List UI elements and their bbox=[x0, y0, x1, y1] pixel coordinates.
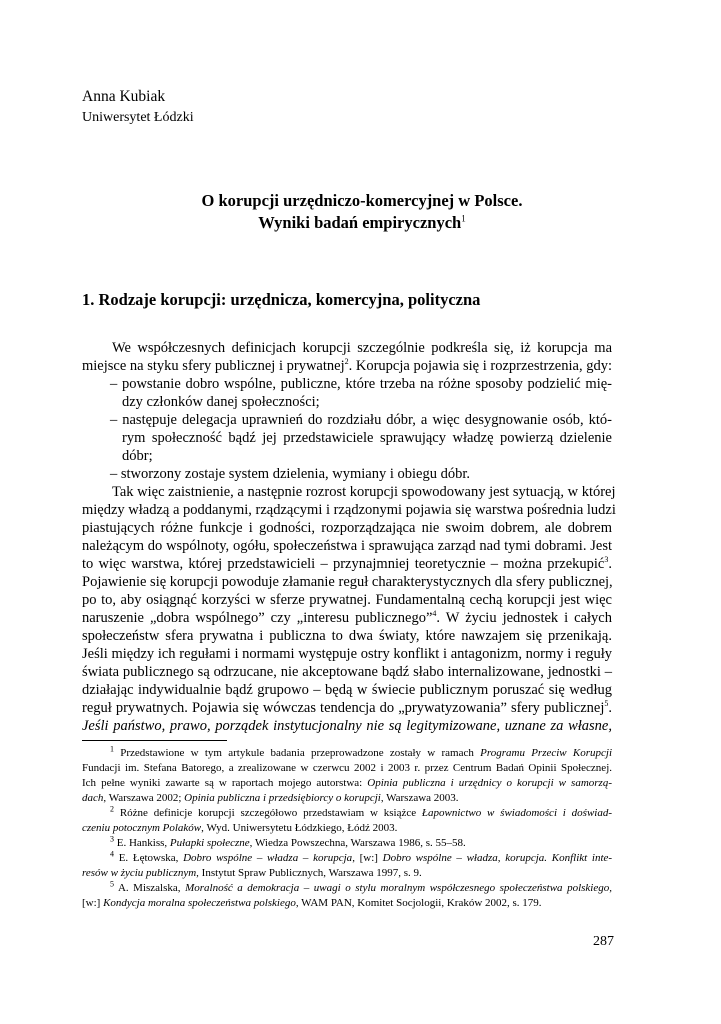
footnote-2-line bbox=[110, 804, 613, 819]
text: , WAM PAN, Komitet Socjologii, Kraków 2002, s. 179. bbox=[295, 897, 542, 909]
footnote-number: 4 bbox=[110, 849, 114, 859]
text: dach bbox=[82, 792, 104, 804]
footnote-1-line: Fundacji im. Stefana Batorego, a zrealizowane w czerwcu 2002 i 2003 r. przez Centrum Badań Opinii Społecznej. bbox=[82, 762, 612, 774]
text: resów w życiu publicznym, bbox=[82, 867, 199, 879]
footnote-ref[interactable]: 2 bbox=[344, 357, 349, 367]
body-line: społeczeństw sfera prywatna i publiczna to dwa światy, które nawzajem się przenikają. bbox=[82, 628, 612, 644]
text: , Wyd. Uniwersytetu Łódzkiego, Łódź 2003. bbox=[201, 822, 398, 834]
footnote-number: 2 bbox=[110, 804, 114, 814]
text: Opinia publiczna i przedsiębiorcy o korupcji bbox=[184, 792, 381, 804]
text: E. Hankiss, bbox=[116, 837, 170, 849]
bullet-line: – powstanie dobro wspólne, publiczne, które trzeba na różne sposoby podzielić mię- bbox=[110, 376, 612, 392]
footnote-number: 1 bbox=[110, 744, 114, 754]
footnote-ref[interactable]: 4 bbox=[432, 609, 437, 619]
article-title-line-2 bbox=[82, 213, 642, 233]
page-number: 287 bbox=[593, 934, 614, 949]
body-line: po to, aby osiągnąć korzyści w sferze prywatnej. Fundamentalną cechą korupcji jest więc bbox=[82, 592, 612, 608]
footnote-1-line bbox=[110, 744, 612, 759]
text: reguł prywatnych. Pojawia się wówczas tendencja do „prywatyzowania” sfery publicznej bbox=[82, 700, 605, 716]
bullet-line: – następuje delegacja uprawnień do rozdziału dóbr, a więc desygnowanie osób, któ- bbox=[110, 412, 612, 428]
footnote-number: 3 bbox=[110, 834, 114, 844]
footnote-4-line bbox=[82, 868, 422, 879]
footnote-3-line bbox=[110, 834, 466, 849]
footnote-1-line bbox=[82, 778, 612, 789]
text: Dobro wspólne – władza – korupcja bbox=[183, 852, 353, 864]
text: Instytut Spraw Publicznych, Warszawa 1997, s. 9. bbox=[198, 867, 422, 879]
footnote-1-line bbox=[82, 793, 459, 804]
body-line: między władzą a poddanymi, rządzącymi i rządzonymi pojawia się warstwa pośrednia ludzi bbox=[82, 502, 616, 518]
body-line: Jeśli państwo, prawo, porządek instytucjonalny nie są legitymizowane, uznane za własne, bbox=[82, 718, 612, 734]
title-text: Wyniki badań empirycznych bbox=[258, 213, 462, 232]
body-line: Jeśli między ich regułami i normami występuje ostry konflikt i antagonizm, normy i reguły bbox=[82, 646, 612, 662]
bullet-line: – stworzony zostaje system dzielenia, wymiany i obiegu dóbr. bbox=[110, 466, 471, 482]
body-line: świata publicznego są odrzucane, nie akceptowane bądź słabo internalizowane, jednostki – bbox=[82, 664, 612, 680]
text: , Wiedza Powszechna, Warszawa 1986, s. 55–58. bbox=[249, 837, 466, 849]
text: to więc warstwa, której przedstawicieli – przynajmniej teoretycznie – można przekupić bbox=[82, 556, 605, 572]
footnote-separator bbox=[82, 740, 227, 741]
footnote-5-line bbox=[82, 898, 542, 909]
text: . bbox=[608, 556, 612, 572]
text: . Korupcja pojawia się i rozprzestrzenia, gdy: bbox=[348, 358, 612, 374]
text: Łapownictwo w świadomości i doświad- bbox=[421, 807, 613, 819]
section-heading: 1. Rodzaje korupcji: urzędnicza, komercyjna, polityczna bbox=[82, 290, 481, 309]
footnote-2-line bbox=[82, 823, 397, 834]
article-title-line-1: O korupcji urzędniczo-komercyjnej w Polsce. bbox=[201, 191, 523, 210]
text: , Warszawa 2002; bbox=[103, 792, 185, 804]
text: , [w:] bbox=[352, 852, 383, 864]
body-line: We współczesnych definicjach korupcji szczególnie podkreśla się, iż korupcja ma bbox=[112, 340, 612, 356]
text: Programu Przeciw Korupcji bbox=[480, 747, 612, 759]
author-name: Anna Kubiak bbox=[82, 88, 166, 105]
text: , Warszawa 2003. bbox=[380, 792, 459, 804]
text: E. Łętowska, bbox=[118, 852, 184, 864]
body-line: działając indywidualnie bądź grupowo – będą w świecie publicznym poruszać się według bbox=[82, 682, 612, 698]
bullet-line: dzy członków danej społeczności; bbox=[122, 394, 320, 410]
text: Opinia publiczna i urzędnicy o korupcji w samorzą- bbox=[367, 777, 612, 789]
text: . W życiu jednostek i całych bbox=[436, 610, 612, 626]
text: Dobro wspólne – władza, korupcja. Konflikt inte- bbox=[382, 852, 613, 864]
body-line: należącym do wspólnoty, ogółu, społeczeństwa i sprawująca zarząd nad tymi dobrami. Jest bbox=[82, 538, 612, 554]
body-line: Pojawienie się korupcji powoduje złamanie reguł charakterystycznych dla sfery publicznej, bbox=[82, 574, 613, 590]
text: A. Miszalska, bbox=[117, 882, 186, 894]
text: Moralność a demokracja – uwagi o stylu moralnym współczesnego społeczeństwa polskiego, bbox=[185, 882, 612, 894]
text: Ich pełne wyniki zawarte są w raportach mojego autorstwa: bbox=[82, 777, 368, 789]
text: Przedstawione w tym artykule badania przeprowadzone zostały w ramach bbox=[120, 747, 481, 759]
text: naruszenie „dobra wspólnego” czy „interesu publicznego” bbox=[82, 610, 433, 626]
text: czeniu potocznym Polaków bbox=[82, 822, 202, 834]
body-line bbox=[82, 359, 612, 374]
body-line bbox=[82, 611, 612, 626]
footnote-number: 5 bbox=[110, 879, 114, 889]
footnote-ref[interactable]: 5 bbox=[604, 699, 609, 709]
text: Różne definicje korupcji szczegółowo przedstawiam w książce bbox=[119, 807, 422, 819]
text: miejsce na styku sfery publicznej i prywatnej bbox=[82, 358, 345, 374]
bullet-line: rym społeczność bądź jej przedstawiciele sprawujący władzę powierzą dzielenie bbox=[122, 430, 612, 446]
text: Kondycja moralna społeczeństwa polskiego bbox=[103, 897, 296, 909]
text: Pułapki społeczne bbox=[169, 837, 250, 849]
text: . bbox=[608, 700, 612, 716]
footnote-ref[interactable]: 3 bbox=[604, 555, 609, 565]
footnote-4-line bbox=[110, 849, 613, 864]
title-footnote-ref[interactable]: 1 bbox=[461, 213, 466, 224]
body-line: Tak więc zaistnienie, a następnie rozrost korupcji spowodowany jest sytuacją, w której bbox=[112, 484, 616, 500]
author-affiliation: Uniwersytet Łódzki bbox=[82, 110, 194, 125]
text: [w:] bbox=[82, 897, 104, 909]
body-line bbox=[82, 557, 612, 572]
body-line: piastujących różne funkcje i godności, rozporządzająca nie swoim dobrem, ale dobrem bbox=[82, 520, 612, 536]
footnote-5-line bbox=[110, 879, 612, 894]
bullet-line: dóbr; bbox=[122, 448, 153, 464]
body-line bbox=[82, 701, 612, 716]
